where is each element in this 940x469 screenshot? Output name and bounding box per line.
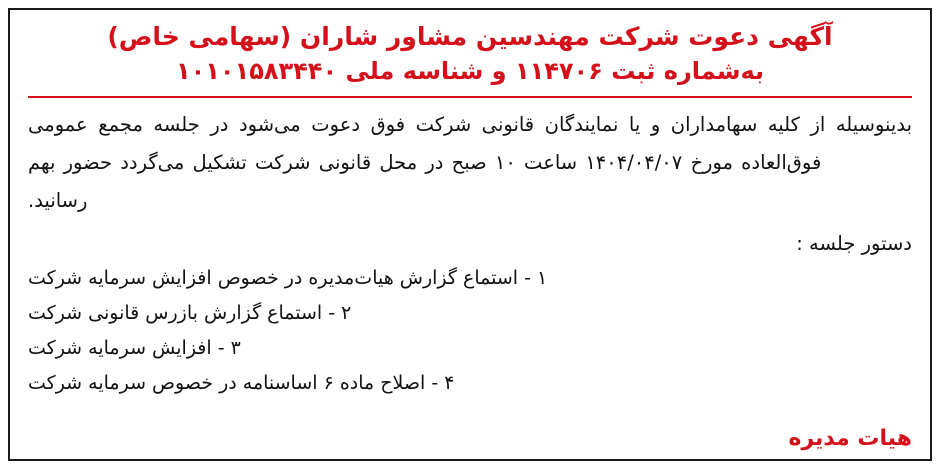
document-border — [8, 8, 932, 461]
agenda-list — [28, 261, 912, 402]
notice-title-line-1: آگهی دعوت شرکت مهندسین مشاور شاران (سهامی خاص) — [107, 22, 833, 51]
notice-body-text: بدینوسیله از کلیه سهامداران و یا نمایندگان قانونی شرکت فوق دعوت می‌شود در جلسه مجمع عمومی فوق‌العاده مورخ ۱۴۰۴/۰۴/۰۷ ساعت ۱۰ صبح در محل قانونی شرکت تشکیل می‌گردد حضور بهم — [28, 112, 912, 174]
agenda-item — [28, 296, 912, 331]
signature-board-of-directors: هیات مدیره — [788, 426, 912, 451]
header-divider — [28, 96, 912, 98]
agenda-item — [28, 331, 912, 366]
agenda-item-text: استماع گزارش هیات‌مدیره در خصوص افزایش سرمایه شرکت — [28, 266, 519, 289]
notice-title-line-2: به‌شماره ثبت ۱۱۴۷۰۶ و شناسه ملی ۱۰۱۰۱۵۸۳۴۴۰ — [175, 56, 765, 85]
agenda-heading: دستور جلسه : — [796, 231, 912, 255]
agenda-item — [28, 261, 912, 296]
notice-body-paragraph — [28, 106, 912, 220]
agenda-item-number: ۳ - — [217, 336, 241, 359]
notice-body-closing-word: رسانید. — [28, 188, 88, 212]
notice-footer — [28, 423, 912, 451]
agenda-item-text: اصلاح ماده ۶ اساسنامه در خصوص سرمایه شرکت — [28, 372, 426, 395]
agenda-item-number: ۴ - — [431, 372, 455, 395]
notice-header — [28, 20, 912, 92]
agenda-item-number: ۲ - — [328, 301, 352, 324]
document-content — [10, 10, 930, 459]
agenda-item — [28, 366, 912, 401]
agenda-item-text: افزایش سرمایه شرکت — [28, 336, 212, 359]
agenda-item-text: استماع گزارش بازرس قانونی شرکت — [28, 301, 323, 324]
agenda-item-number: ۱ - — [524, 266, 548, 289]
